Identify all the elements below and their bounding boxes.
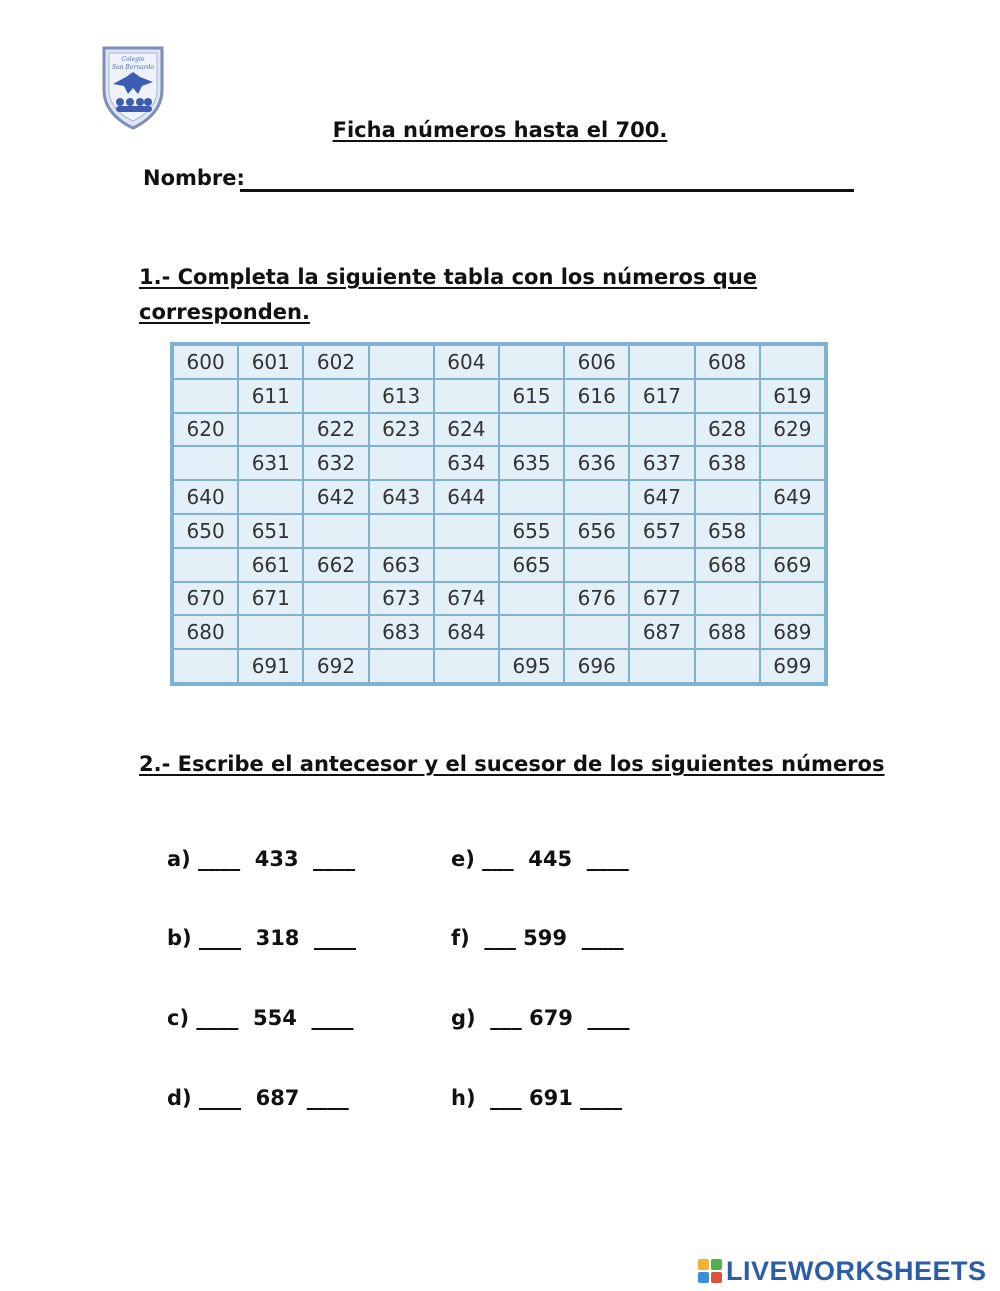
grid-cell-blank[interactable] — [760, 446, 825, 480]
grid-cell-blank[interactable] — [499, 615, 564, 649]
grid-cell-blank[interactable] — [238, 413, 303, 447]
grid-row — [173, 615, 825, 649]
grid-cell: 632 — [303, 446, 368, 480]
grid-cell: 623 — [369, 413, 434, 447]
grid-cell: 619 — [760, 379, 825, 413]
grid-cell: 680 — [173, 615, 238, 649]
grid-row — [173, 548, 825, 582]
grid-cell: 611 — [238, 379, 303, 413]
grid-cell: 655 — [499, 514, 564, 548]
exercise-b — [167, 926, 356, 950]
grid-cell-blank[interactable] — [499, 480, 564, 514]
grid-cell: 620 — [173, 413, 238, 447]
grid-cell: 649 — [760, 480, 825, 514]
grid-row — [173, 379, 825, 413]
exercise-number: 445 — [528, 847, 573, 871]
grid-cell-blank[interactable] — [629, 548, 694, 582]
grid-cell: 663 — [369, 548, 434, 582]
exercise-label: b) — [167, 926, 192, 950]
grid-cell-blank[interactable] — [434, 514, 499, 548]
grid-cell: 642 — [303, 480, 368, 514]
grid-cell-blank[interactable] — [303, 615, 368, 649]
grid-cell: 602 — [303, 345, 368, 379]
grid-row — [173, 514, 825, 548]
grid-cell: 628 — [695, 413, 760, 447]
exercise-number: 318 — [255, 926, 300, 950]
exercise-number: 599 — [523, 926, 568, 950]
grid-cell-blank[interactable] — [695, 379, 760, 413]
exercise-number: 687 — [255, 1086, 300, 1110]
logo-text-line1: Colegio — [121, 56, 145, 63]
grid-cell: 699 — [760, 649, 825, 683]
grid-cell: 651 — [238, 514, 303, 548]
grid-cell: 688 — [695, 615, 760, 649]
exercise-d — [167, 1086, 349, 1110]
exercise-h — [451, 1086, 622, 1110]
grid-cell-blank[interactable] — [564, 615, 629, 649]
grid-row — [173, 413, 825, 447]
grid-cell-blank[interactable] — [238, 615, 303, 649]
answer-blank[interactable]: ____ — [190, 847, 255, 871]
name-field-line[interactable] — [240, 189, 854, 192]
name-label: Nombre: — [143, 166, 245, 190]
grid-cell-blank[interactable] — [434, 548, 499, 582]
grid-cell: 661 — [238, 548, 303, 582]
exercise-number: 554 — [252, 1006, 297, 1030]
grid-cell-blank[interactable] — [369, 446, 434, 480]
grid-cell: 637 — [629, 446, 694, 480]
answer-blank[interactable]: ____ — [296, 1006, 354, 1030]
grid-cell: 631 — [238, 446, 303, 480]
grid-cell-blank[interactable] — [173, 379, 238, 413]
answer-blank[interactable]: ____ — [572, 847, 629, 871]
exercise-label: a) — [167, 847, 191, 871]
grid-cell: 650 — [173, 514, 238, 548]
grid-cell: 636 — [564, 446, 629, 480]
grid-cell-blank[interactable] — [499, 345, 564, 379]
grid-row — [173, 480, 825, 514]
grid-cell: 647 — [629, 480, 694, 514]
exercise-number: 679 — [529, 1006, 573, 1030]
grid-cell: 665 — [499, 548, 564, 582]
grid-cell: 600 — [173, 345, 238, 379]
page-title: Ficha números hasta el 700. — [332, 118, 668, 142]
exercise-f — [451, 926, 624, 950]
grid-cell-blank[interactable] — [760, 582, 825, 616]
exercise-c — [167, 1006, 353, 1030]
grid-cell-blank[interactable] — [303, 514, 368, 548]
grid-cell-blank[interactable] — [369, 345, 434, 379]
grid-cell: 683 — [369, 615, 434, 649]
exercise-g — [451, 1006, 630, 1030]
exercise-a — [167, 847, 355, 871]
grid-cell: 684 — [434, 615, 499, 649]
grid-cell: 671 — [238, 582, 303, 616]
grid-cell-blank[interactable] — [303, 379, 368, 413]
answer-blank[interactable]: ___ — [474, 847, 529, 871]
answer-blank[interactable]: ____ — [567, 926, 624, 950]
grid-cell: 622 — [303, 413, 368, 447]
grid-row — [173, 582, 825, 616]
grid-cell-blank[interactable] — [629, 413, 694, 447]
exercise-label: h) — [451, 1086, 476, 1110]
grid-cell: 640 — [173, 480, 238, 514]
grid-cell-blank[interactable] — [564, 413, 629, 447]
grid-cell: 608 — [695, 345, 760, 379]
grid-cell: 696 — [564, 649, 629, 683]
grid-cell-blank[interactable] — [629, 345, 694, 379]
grid-row — [173, 446, 825, 480]
answer-blank[interactable]: ____ — [298, 847, 356, 871]
grid-cell-blank[interactable] — [238, 480, 303, 514]
grid-cell-blank[interactable] — [173, 649, 238, 683]
grid-cell-blank[interactable] — [695, 582, 760, 616]
exercise-label: d) — [167, 1086, 192, 1110]
answer-blank[interactable]: ___ — [475, 1006, 530, 1030]
grid-cell: 668 — [695, 548, 760, 582]
exercise-label: c) — [167, 1006, 190, 1030]
grid-cell-blank[interactable] — [434, 649, 499, 683]
grid-cell: 695 — [499, 649, 564, 683]
question-1-heading — [139, 260, 759, 330]
grid-cell: 635 — [499, 446, 564, 480]
exercise-number: 433 — [254, 847, 299, 871]
grid-cell: 676 — [564, 582, 629, 616]
grid-cell-blank[interactable] — [499, 582, 564, 616]
question-2-heading: 2.- Escribe el antecesor y el sucesor de los siguientes números — [139, 752, 885, 776]
answer-blank[interactable]: ___ — [475, 1086, 529, 1110]
brand-text: LIVEWORKSHEETS — [726, 1255, 987, 1286]
answer-blank[interactable]: ____ — [299, 926, 357, 950]
answer-blank[interactable]: ____ — [189, 1006, 253, 1030]
grid-cell: 601 — [238, 345, 303, 379]
grid-cell: 692 — [303, 649, 368, 683]
grid-cell: 617 — [629, 379, 694, 413]
answer-blank[interactable]: ____ — [299, 1086, 349, 1110]
grid-cell: 691 — [238, 649, 303, 683]
grid-cell-blank[interactable] — [303, 582, 368, 616]
grid-cell-blank[interactable] — [434, 379, 499, 413]
grid-cell-blank[interactable] — [369, 649, 434, 683]
grid-cell: 616 — [564, 379, 629, 413]
logo-text-line2: San Bernardo — [111, 64, 155, 71]
grid-cell-blank[interactable] — [760, 345, 825, 379]
exercise-label: e) — [451, 847, 475, 871]
exercise-label: f) — [451, 926, 470, 950]
grid-cell-blank[interactable] — [564, 548, 629, 582]
grid-cell-blank[interactable] — [629, 649, 694, 683]
grid-cell: 673 — [369, 582, 434, 616]
grid-row — [173, 649, 825, 683]
grid-cell-blank[interactable] — [499, 413, 564, 447]
grid-cell: 644 — [434, 480, 499, 514]
grid-cell: 629 — [760, 413, 825, 447]
grid-cell: 606 — [564, 345, 629, 379]
grid-cell-blank[interactable] — [760, 514, 825, 548]
grid-cell-blank[interactable] — [695, 649, 760, 683]
brand-logo-icon — [698, 1259, 722, 1283]
answer-blank[interactable]: ___ — [469, 926, 524, 950]
grid-cell: 613 — [369, 379, 434, 413]
grid-cell-blank[interactable] — [173, 446, 238, 480]
grid-cell: 669 — [760, 548, 825, 582]
grid-cell: 662 — [303, 548, 368, 582]
grid-cell-blank[interactable] — [369, 514, 434, 548]
grid-cell-blank[interactable] — [695, 480, 760, 514]
grid-cell: 634 — [434, 446, 499, 480]
grid-cell: 674 — [434, 582, 499, 616]
grid-cell: 656 — [564, 514, 629, 548]
answer-blank[interactable]: ____ — [191, 926, 256, 950]
grid-cell-blank[interactable] — [173, 548, 238, 582]
exercise-number: 691 — [529, 1086, 573, 1110]
grid-cell: 670 — [173, 582, 238, 616]
grid-cell: 604 — [434, 345, 499, 379]
number-grid — [170, 342, 828, 686]
grid-row — [173, 345, 825, 379]
grid-cell: 677 — [629, 582, 694, 616]
grid-cell: 687 — [629, 615, 694, 649]
grid-cell: 658 — [695, 514, 760, 548]
answer-blank[interactable]: ____ — [572, 1006, 630, 1030]
question-1-line1: 1.- Completa la siguiente tabla con los números que — [139, 265, 758, 289]
grid-cell: 657 — [629, 514, 694, 548]
grid-cell: 638 — [695, 446, 760, 480]
grid-cell: 689 — [760, 615, 825, 649]
grid-cell-blank[interactable] — [564, 480, 629, 514]
exercise-e — [451, 847, 629, 871]
grid-cell: 624 — [434, 413, 499, 447]
grid-cell: 615 — [499, 379, 564, 413]
answer-blank[interactable]: ____ — [191, 1086, 256, 1110]
exercise-label: g) — [451, 1006, 476, 1030]
grid-cell: 643 — [369, 480, 434, 514]
liveworksheets-brand[interactable] — [698, 1256, 987, 1286]
question-1-line2: corresponden. — [139, 300, 310, 324]
answer-blank[interactable]: ____ — [572, 1086, 623, 1110]
